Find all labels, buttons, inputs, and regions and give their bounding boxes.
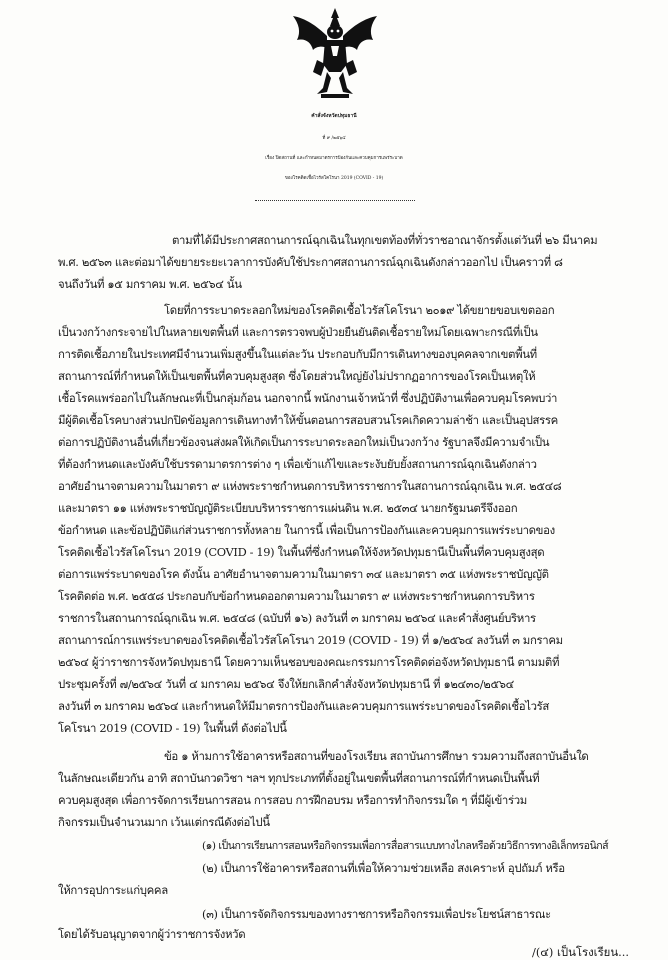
body-line: ตามที่ได้มีประกาศสถานการณ์ฉุกเฉินในทุกเขตท้องที่ทั่วราชอาณาจักรตั้งแต่วันที่ ๒๖ มีนาคม: [172, 233, 598, 247]
clause-item-1: (๑) เป็นการเรียนการสอนหรือกิจกรรมเพื่อการสื่อสารแบบทางไกลหรือด้วยวิธีการทางอิเล็กทรอนิกส์: [202, 840, 609, 852]
clause-line: ข้อ ๑ ห้ามการใช้อาคารหรือสถานที่ของโรงเรียน สถาบันการศึกษา รวมความถึงสถาบันอื่นใด: [164, 749, 589, 763]
document-subject-continued: ของโรคติดเชื้อไวรัสโคโรนา 2019 (COVID - 19): [284, 176, 384, 181]
body-line: ประชุมครั้งที่ ๗/๒๕๖๔ วันที่ ๔ มกราคม ๒๕๖๔ จึงให้ยกเลิกคำสั่งจังหวัดปทุมธานี ที่ ๑๒๔๓๐/๒๕๖๔: [58, 677, 514, 691]
garuda-emblem-icon: [287, 6, 383, 100]
clause-item-3: (๓) เป็นการจัดกิจกรรมของทางราชการหรือกิจกรรมเพื่อประโยชน์สาธารณะ: [202, 907, 551, 921]
body-line: ข้อกำหนด และข้อปฏิบัติแก่ส่วนราชการทั้งหลาย ในการนี้ เพื่อเป็นการป้องกันและควบคุมการแพร่ระบาดของ: [58, 523, 555, 537]
body-line: การติดเชื้อภายในประเทศมีจำนวนเพิ่มสูงขึ้นในแต่ละวัน ประกอบกับมีการเดินทางของบุคคลจากเขตพื้นที่: [58, 347, 537, 361]
body-line: ลงวันที่ ๓ มกราคม ๒๕๖๔ และกำหนดให้มีมาตรการป้องกันและควบคุมการแพร่ระบาดของโรคติดเชื้อไวรัส: [58, 699, 550, 713]
body-line: โคโรนา 2019 (COVID - 19) ในพื้นที่ ดังต่อไปนี้: [58, 721, 287, 735]
body-line: เชื้อโรคแพร่ออกไปในลักษณะที่เป็นกลุ่มก้อน นอกจากนี้ พนักงานเจ้าหน้าที่ ซึ่งปฏิบัติงานเพื่อควบคุมโรคพบว่า: [58, 391, 558, 405]
body-line: โรคติดเชื้อไวรัสโคโรนา 2019 (COVID - 19) ในพื้นที่ซึ่งกำหนดให้จังหวัดปทุมธานีเป็นพื้นที่ควบคุมสูงสุด: [58, 545, 545, 559]
body-line: อาศัยอำนาจตามความในมาตรา ๙ แห่งพระราชกำหนดการบริหารราชการในสถานการณ์ฉุกเฉิน พ.ศ. ๒๕๔๘: [58, 479, 562, 493]
body-line: ๒๕๖๔ ผู้ว่าราชการจังหวัดปทุมธานี โดยความเห็นชอบของคณะกรรมการโรคติดต่อจังหวัดปทุมธานี ตามมติที่: [58, 655, 560, 669]
clause-item-2: (๒) เป็นการใช้อาคารหรือสถานที่เพื่อให้ความช่วยเหลือ สงเคราะห์ อุปถัมภ์ หรือ: [202, 861, 565, 875]
body-line: โรคติดต่อ พ.ศ. ๒๕๕๘ ประกอบกับข้อกำหนดออกตามความในมาตรา ๙ แห่งพระราชกำหนดการบริหาร: [58, 589, 535, 603]
clause-line: กิจกรรมเป็นจำนวนมาก เว้นแต่กรณีดังต่อไปนี้: [58, 815, 270, 829]
document-title: คำสั่งจังหวัดปทุมธานี: [311, 113, 357, 119]
document-number: ที่ ๙ /๒๕๖๔: [322, 136, 346, 141]
title-separator: [255, 200, 415, 201]
next-page-marker: /(๔) เป็นโรงเรียน...: [532, 945, 630, 959]
body-line: เป็นวงกว้างกระจายไปในหลายเขตพื้นที่ และการตรวจพบผู้ป่วยยืนยันติดเชื้อรายใหม่โดยเฉพาะกรณีที่เป็น: [58, 325, 538, 339]
document-subject: เรื่อง ปิดสถานที่ และกำหนดมาตรการป้องกันและควบคุมการแพร่ระบาด: [265, 156, 403, 161]
body-line: มีผู้ติดเชื้อโรคบางส่วนปกปิดข้อมูลการเดินทางทำให้ขั้นตอนการสอบสวนโรคเกิดความล่าช้า และเป็นอุปสรรค: [58, 413, 558, 427]
clause-line: ในลักษณะเดียวกัน อาทิ สถาบันกวดวิชา ฯลฯ ทุกประเภทที่ตั้งอยู่ในเขตพื้นที่สถานการณ์ที่กำหนดเป็นพื้นที่: [58, 771, 540, 785]
clause-line: ควบคุมสูงสุด เพื่อการจัดการเรียนการสอน การสอบ การฝึกอบรม หรือการทำกิจกรรมใด ๆ ที่มีผู้เข้าร่วม: [58, 793, 527, 807]
body-line: ต่อการแพร่ระบาดของโรค ดังนั้น อาศัยอำนาจตามความในมาตรา ๓๔ และมาตรา ๓๕ แห่งพระราชบัญญัติ: [58, 567, 549, 581]
body-line: สถานการณ์การแพร่ระบาดของโรคติดเชื้อไวรัสโคโรนา 2019 (COVID - 19) ที่ ๑/๒๕๖๔ ลงวันที่ ๓ มกราคม: [58, 633, 563, 647]
body-line: สถานการณ์ที่กำหนดให้เป็นเขตพื้นที่ควบคุมสูงสุด ซึ่งโดยส่วนใหญ่ยังไม่ปรากฏอาการของโรคเป็นเหตุให้: [58, 369, 536, 383]
clause-item-2-continued: ให้การอุปการะแก่บุคคล: [58, 883, 168, 897]
body-line: พ.ศ. ๒๕๖๓ และต่อมาได้ขยายระยะเวลาการบังคับใช้ประกาศสถานการณ์ฉุกเฉินดังกล่าวออกไป เป็นคราวที่ ๘: [58, 255, 563, 269]
clause-item-3-continued: โดยได้รับอนุญาตจากผู้ว่าราชการจังหวัด: [58, 927, 246, 941]
body-line: ที่ต้องกำหนดและบังคับใช้บรรดามาตรการต่าง ๆ เพื่อเข้าแก้ไขและระงับยับยั้งสถานการณ์ฉุกเฉินดังกล่าว: [58, 457, 537, 471]
body-line: และมาตรา ๑๑ แห่งพระราชบัญญัติระเบียบบริหารราชการแผ่นดิน พ.ศ. ๒๕๓๔ นายกรัฐมนตรีจึงออก: [58, 501, 518, 515]
body-line: โดยที่การระบาดระลอกใหม่ของโรคติดเชื้อไวรัสโคโรนา ๒๐๑๙ ได้ขยายขอบเขตออก: [164, 303, 555, 317]
body-line: จนถึงวันที่ ๑๕ มกราคม พ.ศ. ๒๕๖๔ นั้น: [58, 277, 242, 291]
body-line: ราชการในสถานการณ์ฉุกเฉิน พ.ศ. ๒๕๔๘ (ฉบับที่ ๑๖) ลงวันที่ ๓ มกราคม ๒๕๖๔ และคำสั่งศูนย์บริหาร: [58, 611, 536, 625]
body-line: ต่อการปฏิบัติงานอื่นที่เกี่ยวข้องจนส่งผลให้เกิดเป็นการระบาดระลอกใหม่เป็นวงกว้าง รัฐบาลจึงมีความจำเป็น: [58, 435, 550, 449]
